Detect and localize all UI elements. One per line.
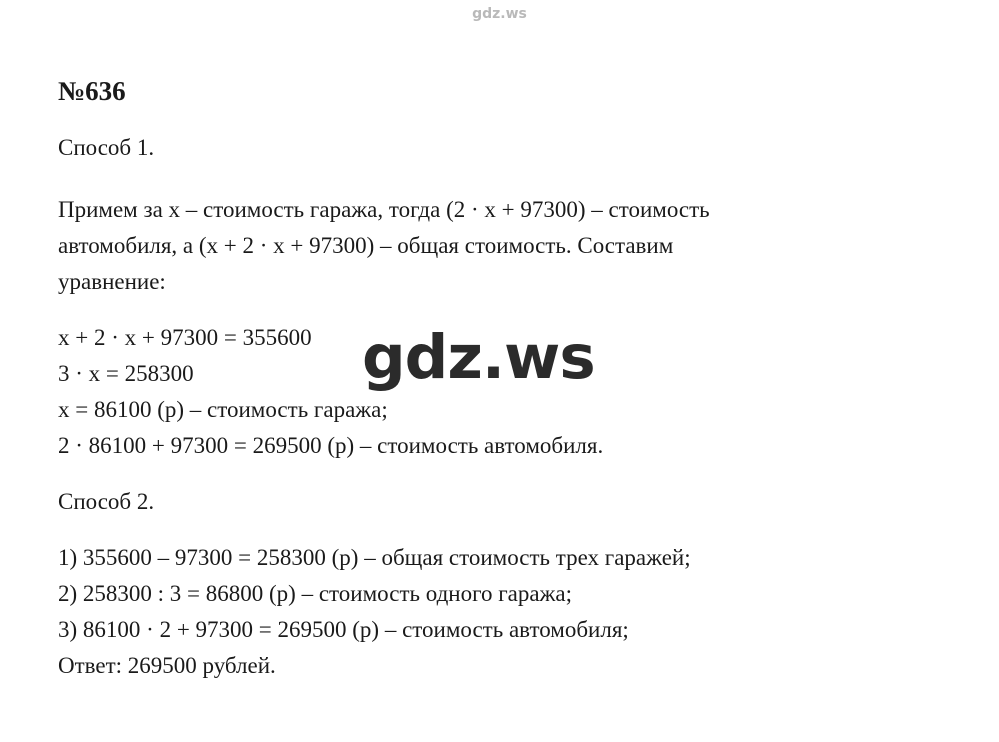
method1-heading: Способ 1. bbox=[58, 135, 155, 160]
method2-step-1: 1) 355600 – 97300 = 258300 (р) – общая стоимость трех гаражей; bbox=[58, 545, 691, 570]
spacer bbox=[58, 182, 938, 192]
method1-intro-line-1: Примем за x – стоимость гаража, тогда (2 · x + 97300) – стоимость bbox=[58, 197, 710, 222]
spacer bbox=[58, 464, 938, 484]
method1-intro-line-3: уравнение: bbox=[58, 269, 166, 294]
method1-equation-3: x = 86100 (р) – стоимость гаража; bbox=[58, 397, 388, 422]
method2-step-3: 3) 86100 · 2 + 97300 = 269500 (р) – стоимость автомобиля; bbox=[58, 617, 629, 642]
answer-line: Ответ: 269500 рублей. bbox=[58, 653, 276, 678]
spacer bbox=[58, 300, 938, 320]
method1-intro-line-2: автомобиля, а (x + 2 · x + 97300) – общая стоимость. Составим bbox=[58, 233, 674, 258]
page-title: №636 bbox=[58, 76, 126, 106]
method2-step-2: 2) 258300 : 3 = 86800 (р) – стоимость одного гаража; bbox=[58, 581, 573, 606]
method2-heading: Способ 2. bbox=[58, 489, 155, 514]
method1-equation-2: 3 · x = 258300 bbox=[58, 361, 194, 386]
spacer bbox=[58, 520, 938, 540]
method1-equation-4: 2 · 86100 + 97300 = 269500 (р) – стоимость автомобиля. bbox=[58, 433, 604, 458]
method1-equation-1: x + 2 · x + 97300 = 355600 bbox=[58, 325, 312, 350]
solution-body bbox=[58, 130, 938, 684]
watermark-top: gdz.ws bbox=[472, 6, 527, 22]
watermark-center: gdz.ws bbox=[362, 322, 595, 393]
